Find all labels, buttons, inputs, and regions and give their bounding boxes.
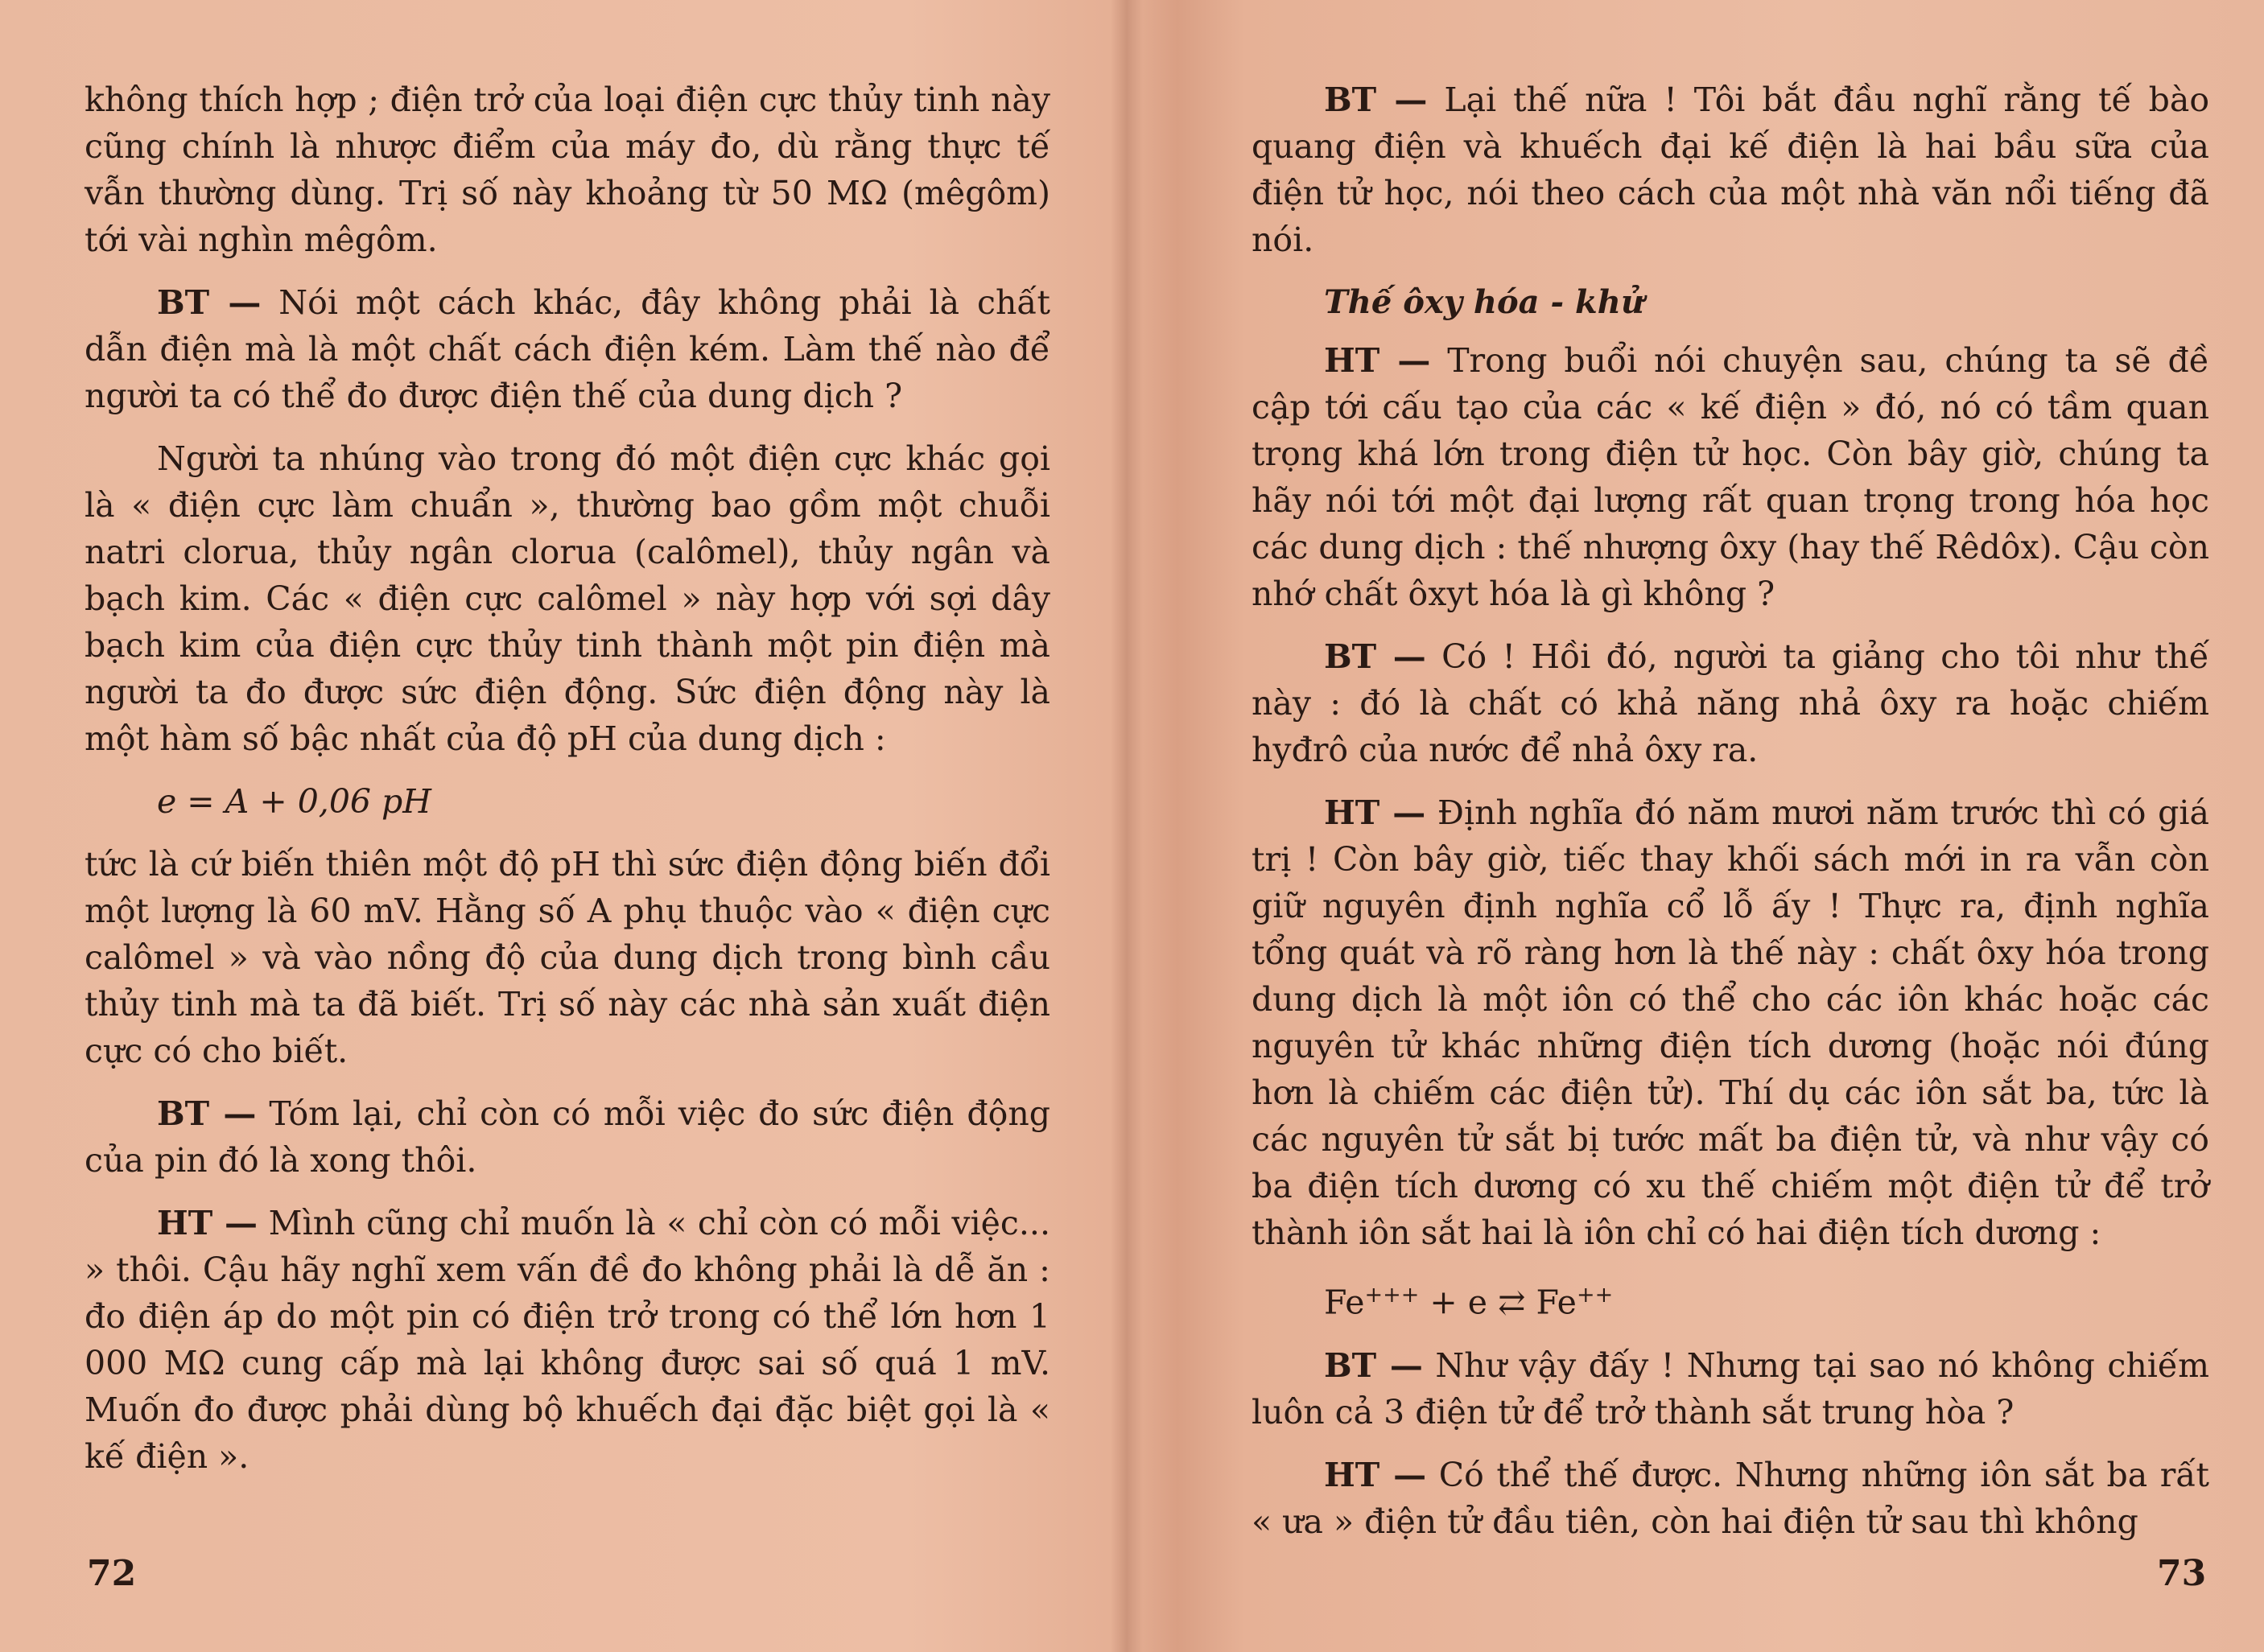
paragraph: tức là cứ biến thiên một độ pH thì sức điện động biến đổi một lượng là 60 mV. Hằng số A phụ thuộc vào « điện cực calômel » và vào nồng độ của dung dịch trong bình cầu thủy tinh mà ta đã biết. Trị số này các nhà sản xuất điện cực có cho biết.: [85, 845, 1050, 1070]
book-gutter: [1111, 0, 1143, 1652]
paragraph-text: Nói một cách khác, đây không phải là chất dẫn điện mà là một chất cách điện kém. Làm thế nào để người ta có thể đo được điện thế của dung dịch ?: [85, 283, 1050, 415]
speaker-label: HT —: [157, 1204, 258, 1242]
paragraph-text: Lại thế nữa ! Tôi bắt đầu nghĩ rằng tế bào quang điện và khuếch đại kế điện là hai bầu sữa của điện tử học, nói theo cách của một nhà văn nổi tiếng đã nói.: [1252, 80, 2210, 259]
paragraph-text: Định nghĩa đó năm mươi năm trước thì có giá trị ! Còn bây giờ, tiếc thay khối sách mới in ra vẫn còn giữ nguyên định nghĩa cổ lỗ ấy ! Thực ra, định nghĩa tổng quát và rõ ràng hơn là thế này : chất ôxy hóa trong dung dịch là một iôn có thể cho các iôn khác hoặc các nguyên tử khác những điện tích dương (hoặc nói đúng hơn là chiếm các điện tử). Thí dụ các iôn sắt ba, tức là các nguyên tử sắt bị tước mất ba điện tử, và như vậy có ba điện tích dương có xu thế chiếm một điện tử để trở thành iôn sắt hai là iôn chỉ có hai điện tích dương :: [1252, 793, 2209, 1252]
formula: e = A + 0,06 pH: [157, 782, 432, 821]
page-number: 72: [87, 1553, 137, 1594]
chem-charge: +++: [1364, 1283, 1420, 1308]
speaker-label: HT —: [1324, 793, 1426, 832]
speaker-label: HT —: [1324, 1455, 1427, 1494]
paragraph-text: Trong buổi nói chuyện sau, chúng ta sẽ đề cập tới cấu tạo của các « kế điện » đó, nó có tầm quan trọng khá lớn trong điện tử học. Còn bây giờ, chúng ta hãy nói tới một đại lượng rất quan trọng trong hóa học các dung dịch : thế nhượng ôxy (hay thế Rêdôx). Cậu còn nhớ chất ôxyt hóa là gì không ?: [1252, 341, 2209, 613]
paragraph: [1252, 789, 2209, 1256]
section-heading: Thế ôxy hóa - khử: [1324, 283, 1644, 321]
paragraph: [1252, 1342, 2209, 1436]
chem-charge: ++: [1576, 1283, 1614, 1308]
page-number: 73: [2157, 1553, 2207, 1594]
paragraph: Người ta nhúng vào trong đó một điện cực khác gọi là « điện cực làm chuẩn », thường bao gồm một chuỗi natri clorua, thủy ngân clorua (calômel), thủy ngân và bạch kim. Các « điện cực calômel » này hợp với sợi dây bạch kim của điện cực thủy tinh thành một pin điện mà người ta đo được sức điện động. Sức điện động này là một hàm số bậc nhất của độ pH của dung dịch :: [85, 439, 1050, 758]
paragraph-text: Có thể thế được. Nhưng những iôn sắt ba rất « ưa » điện tử đầu tiên, còn hai điện tử sau thì không: [1252, 1455, 2209, 1541]
paragraph: [85, 1200, 1050, 1480]
paragraph-text: Mình cũng chỉ muốn là « chỉ còn có mỗi việc... » thôi. Cậu hãy nghĩ xem vấn đề đo không phải là dễ ăn : đo điện áp do một pin có điện trở trong có thể lớn hơn 1 000 MΩ cung cấp mà lại không được sai số quá 1 mV. Muốn đo được phải dùng bộ khuếch đại đặc biệt gọi là « kế điện ».: [85, 1204, 1050, 1476]
chem-term: Fe: [1536, 1283, 1577, 1322]
paragraph: [1252, 1452, 2209, 1545]
speaker-label: BT —: [1324, 637, 1426, 676]
chem-term: Fe: [1324, 1283, 1365, 1322]
paragraph-text: Như vậy đấy ! Nhưng tại sao nó không chiếm luôn cả 3 điện tử để trở thành sắt trung hòa ?: [1252, 1345, 2209, 1432]
paragraph: [85, 1090, 1050, 1184]
speaker-label: HT —: [1324, 341, 1431, 380]
right-page: [1252, 76, 2209, 1561]
speaker-label: BT —: [1324, 80, 1428, 119]
speaker-label: BT —: [157, 1094, 257, 1133]
chemical-equation: [1252, 1272, 2209, 1326]
chem-operator: + e ⇄: [1419, 1283, 1536, 1322]
speaker-label: BT —: [157, 283, 262, 322]
paragraph-text: Có ! Hồi đó, người ta giảng cho tôi như thế này : đó là chất có khả năng nhả ôxy ra hoặc chiếm hyđrô của nước để nhả ôxy ra.: [1252, 637, 2209, 769]
paragraph: [1252, 337, 2209, 617]
paragraph: [85, 279, 1050, 419]
paragraph: [1252, 76, 2209, 263]
left-page: [85, 76, 1050, 1496]
paragraph: [1252, 633, 2209, 773]
paragraph-text: Tóm lại, chỉ còn có mỗi việc đo sức điện động của pin đó là xong thôi.: [85, 1094, 1050, 1180]
paragraph: không thích hợp ; điện trở của loại điện cực thủy tinh này cũng chính là nhược điểm của máy đo, dù rằng thực tế vẫn thường dùng. Trị số này khoảng từ 50 MΩ (mêgôm) tới vài nghìn mêgôm.: [85, 80, 1050, 259]
speaker-label: BT —: [1324, 1345, 1423, 1385]
